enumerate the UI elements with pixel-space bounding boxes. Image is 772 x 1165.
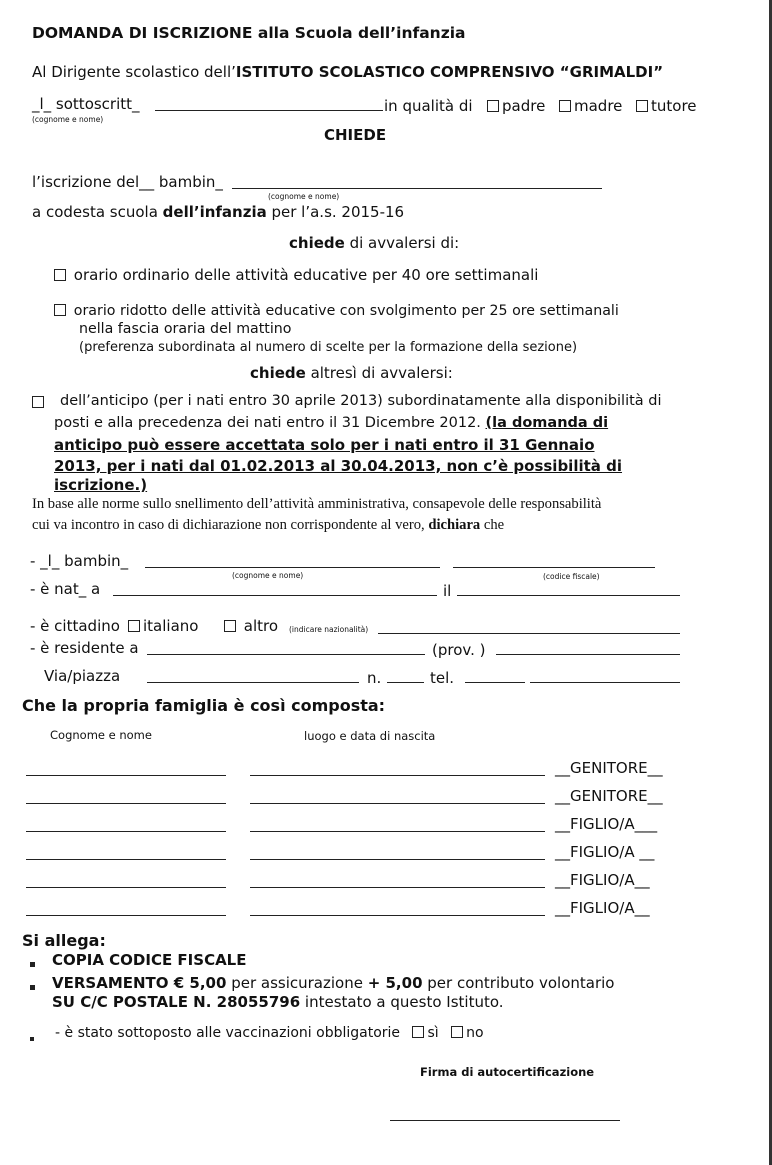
vaccination-si[interactable]: sì <box>412 1025 438 1041</box>
family-member-role: __FIGLIO/A__ <box>555 871 650 889</box>
applicant-name-field[interactable] <box>155 110 383 111</box>
family-heading: Che la propria famiglia è così composta: <box>22 696 386 715</box>
child-fiscal-code-sublabel: (codice fiscale) <box>543 572 600 581</box>
birthplace-label: - è nat_ a <box>30 580 101 598</box>
street-label: Via/piazza <box>44 667 121 685</box>
child-name-sublabel: (cognome e nome) <box>268 192 340 201</box>
family-member-name-field[interactable] <box>26 887 226 888</box>
child-name-field[interactable] <box>232 188 602 189</box>
declaration-line2: cui va incontro in caso di dichiarazione non corrispondente al vero, dichiara che <box>32 517 505 533</box>
checkbox-icon[interactable] <box>32 396 44 408</box>
schedule-heading: chiede di avvalersi di: <box>289 234 460 252</box>
attachment-codice-fiscale: COPIA CODICE FISCALE <box>52 951 247 969</box>
checkbox-icon[interactable] <box>128 620 140 632</box>
bullet-icon <box>30 1030 34 1048</box>
family-member-birth-field[interactable] <box>250 831 545 832</box>
chiede-heading: CHIEDE <box>324 126 387 144</box>
attachment-versamento: VERSAMENTO € 5,00 per assicurazione + 5,00 per contributo volontario <box>52 974 615 992</box>
street-number-label: n. <box>367 669 382 687</box>
child-bambin-label: - _l_ bambin_ <box>30 552 129 570</box>
checkbox-icon[interactable] <box>54 304 66 316</box>
province-label: (prov. ) <box>432 641 486 659</box>
child-fiscal-code-field[interactable] <box>453 567 655 568</box>
vaccination-no[interactable]: no <box>451 1025 483 1041</box>
family-member-role: __FIGLIO/A___ <box>555 815 658 833</box>
signature-label: Firma di autocertificazione <box>420 1065 595 1079</box>
province-field[interactable] <box>496 654 680 655</box>
declaration-line1: In base alle norme sullo snellimento dell’attività amministrativa, consapevole delle responsabilità <box>32 496 602 512</box>
vaccination-line: - è stato sottoposto alle vaccinazioni obbligatorie sì no <box>55 1025 484 1041</box>
street-field[interactable] <box>147 682 359 683</box>
checkbox-icon[interactable] <box>54 269 66 281</box>
attachment-versamento-l2: SU C/C POSTALE N. 28055796 intestato a questo Istituto. <box>52 993 504 1011</box>
phone-field-b[interactable] <box>530 682 680 683</box>
form-title: DOMANDA DI ISCRIZIONE alla Scuola dell’infanzia <box>32 24 466 42</box>
capacity-madre[interactable]: madre <box>559 97 622 115</box>
family-col-birth: luogo e data di nascita <box>304 729 436 743</box>
residence-label: - è residente a <box>30 639 139 657</box>
family-member-role: __GENITORE__ <box>555 787 663 805</box>
anticipo-line5: iscrizione.) <box>54 476 148 494</box>
birthdate-label: il <box>443 582 452 600</box>
capacity-tutore[interactable]: tutore <box>636 97 697 115</box>
family-member-birth-field[interactable] <box>250 887 545 888</box>
family-col-name: Cognome e nome <box>50 728 152 742</box>
checkbox-icon[interactable] <box>559 100 571 112</box>
family-member-name-field[interactable] <box>26 859 226 860</box>
applicant-name-sublabel: (cognome e nome) <box>32 115 104 124</box>
family-member-role: __FIGLIO/A __ <box>555 843 655 861</box>
anticipo-checkbox[interactable] <box>32 393 47 411</box>
birthplace-field[interactable] <box>113 595 437 596</box>
child-fullname-sublabel: (cognome e nome) <box>232 571 304 580</box>
family-member-birth-field[interactable] <box>250 775 545 776</box>
family-member-role: __GENITORE__ <box>555 759 663 777</box>
family-member-role: __FIGLIO/A__ <box>555 899 650 917</box>
attachments-heading: Si allega: <box>22 931 106 950</box>
nationality-field[interactable] <box>378 633 680 634</box>
citizenship-label: - è cittadino <box>30 617 120 635</box>
schedule-option-ridotto-l2: nella fascia oraria del mattino <box>79 321 292 337</box>
bullet-icon <box>30 956 35 974</box>
family-member-birth-field[interactable] <box>250 859 545 860</box>
recipient-line <box>32 63 663 81</box>
bullet-icon <box>30 979 35 997</box>
checkbox-icon[interactable] <box>487 100 499 112</box>
capacity-padre[interactable]: padre <box>487 97 545 115</box>
checkbox-icon[interactable] <box>224 620 236 632</box>
residence-field[interactable] <box>147 654 425 655</box>
family-member-name-field[interactable] <box>26 915 226 916</box>
enrollment-line: l’iscrizione del__ bambin_ <box>32 173 223 191</box>
applicant-label: _l_ sottoscritt_ <box>32 95 140 113</box>
applicant-capacity-label: in qualità di <box>384 97 473 115</box>
anticipo-line4: 2013, per i nati dal 01.02.2013 al 30.04.2013, non c’è possibilità di <box>54 457 623 475</box>
family-member-name-field[interactable] <box>26 775 226 776</box>
birthdate-field[interactable] <box>457 595 680 596</box>
checkbox-icon[interactable] <box>451 1026 463 1038</box>
schedule-option-ridotto-note: (preferenza subordinata al numero di scelte per la formazione della sezione) <box>79 340 578 355</box>
signature-field[interactable] <box>390 1120 620 1121</box>
phone-field-a[interactable] <box>465 682 525 683</box>
institute-name: ISTITUTO SCOLASTICO COMPRENSIVO “GRIMALDI” <box>235 63 664 81</box>
family-member-birth-field[interactable] <box>250 803 545 804</box>
citizenship-altro[interactable]: altro <box>224 617 278 635</box>
phone-label: tel. <box>430 669 455 687</box>
street-number-field[interactable] <box>387 682 424 683</box>
anticipo-line2: posti e alla precedenza dei nati entro il 31 Dicembre 2012. (la domanda di <box>54 415 609 431</box>
checkbox-icon[interactable] <box>636 100 648 112</box>
family-member-name-field[interactable] <box>26 803 226 804</box>
anticipo-line3: anticipo può essere accettata solo per i nati entro il 31 Gennaio <box>54 436 595 454</box>
family-member-name-field[interactable] <box>26 831 226 832</box>
recipient-prefix: Al Dirigente scolastico dell’ <box>32 63 236 81</box>
schedule-option-ridotto[interactable]: orario ridotto delle attività educative con svolgimento per 25 ore settimanali <box>54 301 619 319</box>
nationality-sublabel: (indicare nazionalità) <box>289 625 369 634</box>
anticipo-line1: dell’anticipo (per i nati entro 30 aprile 2013) subordinatamente alla disponibilità di <box>60 393 662 409</box>
citizenship-italiano[interactable]: italiano <box>128 617 198 635</box>
child-fullname-field[interactable] <box>145 567 440 568</box>
school-year-line: a codesta scuola dell’infanzia per l’a.s. 2015-16 <box>32 203 405 221</box>
anticipo-heading: chiede altresì di avvalersi: <box>250 364 453 382</box>
schedule-option-ordinario[interactable]: orario ordinario delle attività educative per 40 ore settimanali <box>54 266 538 284</box>
family-member-birth-field[interactable] <box>250 915 545 916</box>
checkbox-icon[interactable] <box>412 1026 424 1038</box>
